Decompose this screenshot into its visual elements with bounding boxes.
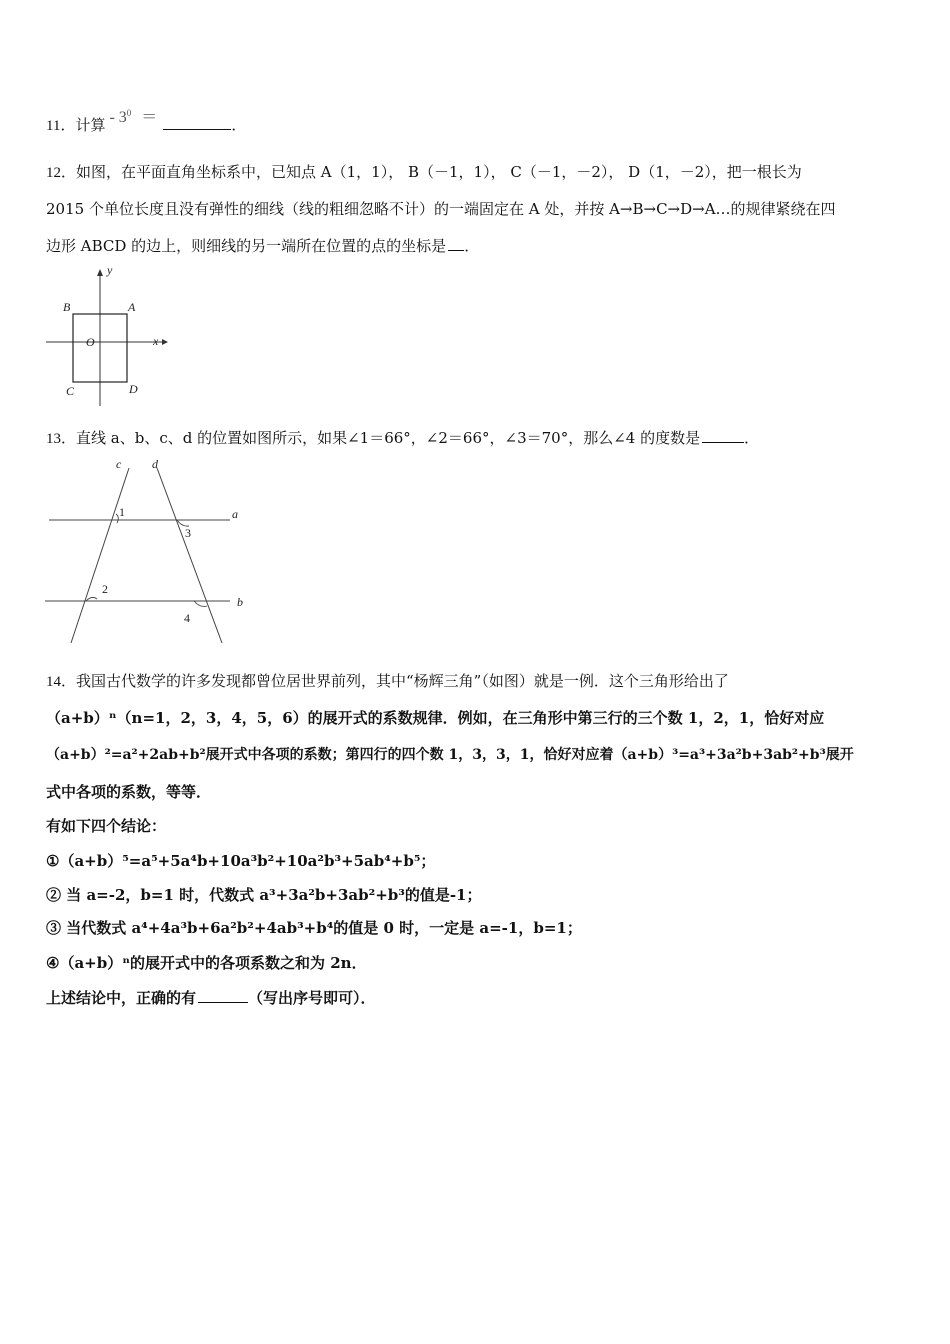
label-B: B	[63, 300, 71, 314]
q14-text-3: （a+b）²=a²+2ab+b²展开式中各项的系数；第四行的四个数 1，3，3，1，恰好对应着（a+b）³=a³+3a²b+3ab²+b³展开	[46, 747, 854, 763]
q13-text: 直线 a、b、c、d 的位置如图所示，如果∠1＝66°，∠2＝66°，∠3＝70°，那么∠4 的度数是	[76, 429, 701, 447]
q12-line-1	[46, 162, 802, 183]
q11-text: 计算	[75, 116, 106, 134]
label-3: 3	[185, 526, 191, 540]
q14-line-4	[46, 782, 211, 802]
line-c	[71, 468, 129, 643]
y-axis-arrow	[97, 269, 103, 276]
q13-line	[46, 428, 759, 449]
q11-answer-blank[interactable]	[163, 115, 231, 130]
q14-conclusion-1: ①（a+b）⁵=a⁵+5a⁴b+10a³b²+10a²b³+5ab⁴+b⁵；	[46, 852, 436, 870]
label-O: O	[86, 335, 95, 349]
q14-end: （写出序号即可）．	[248, 989, 376, 1007]
q12-coordinate-figure	[44, 262, 174, 408]
angle-1-arc	[116, 514, 118, 523]
q12-end: ．	[464, 237, 480, 255]
label-b: b	[237, 595, 243, 609]
q14-conclusion-4: ④（a+b）ⁿ的展开式中的各项系数之和为 2n．	[46, 954, 367, 972]
label-1: 1	[119, 505, 125, 519]
q12-text-3: 边形 ABCD 的边上，则细线的另一端所在位置的点的坐标是	[46, 237, 447, 255]
q11-number: 11．	[46, 118, 76, 134]
angle-2-arc	[86, 597, 97, 601]
q14-number: 14．	[46, 674, 77, 690]
q14-line-5	[46, 816, 166, 836]
q13-lines-figure	[44, 454, 254, 648]
q12-line-3	[46, 236, 479, 256]
q14-text-5: 有如下四个结论：	[46, 817, 167, 835]
q14-text-4: 式中各项的系数，等等．	[46, 783, 212, 801]
q14-line-3	[46, 745, 854, 765]
q12-text-1: 如图，在平面直角坐标系中，已知点 A（1，1）， B（－1，1）， C（－1，－2）， D（1，－2），把一根长为	[76, 163, 802, 181]
label-x: x	[153, 334, 159, 348]
q12-answer-blank[interactable]	[448, 236, 464, 251]
q14-line-6	[46, 988, 376, 1008]
q13-answer-blank[interactable]	[702, 428, 744, 443]
q14-conclusion-3: ③ 当代数式 a⁴+4a³b+6a²b²+4ab³+b⁴的值是 0 时，一定是 a=-1，b=1；	[46, 919, 582, 937]
x-axis-arrow	[162, 339, 168, 345]
label-C: C	[66, 384, 75, 398]
q14-text-1: 我国古代数学的许多发现都曾位居世界前列，其中“杨辉三角”（如图）就是一例．这个三角形给出了	[76, 672, 729, 690]
label-4: 4	[184, 611, 190, 625]
label-A: A	[128, 300, 136, 314]
angle-4-arc	[194, 601, 207, 606]
q14-line-1	[46, 671, 729, 692]
q13-end: ．	[744, 429, 760, 447]
label-D: D	[129, 382, 138, 396]
q11-end: ．	[231, 116, 247, 134]
label-a: a	[232, 507, 238, 521]
label-d: d	[152, 457, 158, 471]
q11-line	[46, 108, 247, 136]
q12-text-2: 2015 个单位长度且没有弹性的细线（线的粗细忽略不计）的一端固定在 A 处，并按 A→B→C→D→A…的规律紧绕在四	[46, 200, 836, 218]
q12-line-2	[46, 199, 836, 219]
label-c: c	[116, 457, 122, 471]
q14-answer-blank[interactable]	[198, 988, 248, 1003]
q14-line-2	[46, 708, 824, 728]
label-2: 2	[102, 582, 108, 596]
label-y: y	[107, 263, 113, 277]
q11-expression: - $3^0$ ＝	[109, 108, 158, 126]
q13-number: 13．	[46, 431, 77, 447]
q12-number: 12．	[46, 165, 77, 181]
q14-text-6: 上述结论中，正确的有	[46, 989, 197, 1007]
q14-text-2: （a+b）ⁿ（n=1，2，3，4，5，6）的展开式的系数规律．例如，在三角形中第三行的三个数 1，2，1，恰好对应	[46, 709, 825, 727]
q14-conclusion-2: ② 当 a=-2，b=1 时，代数式 a³+3a²b+3ab²+b³的值是-1；	[46, 886, 482, 904]
